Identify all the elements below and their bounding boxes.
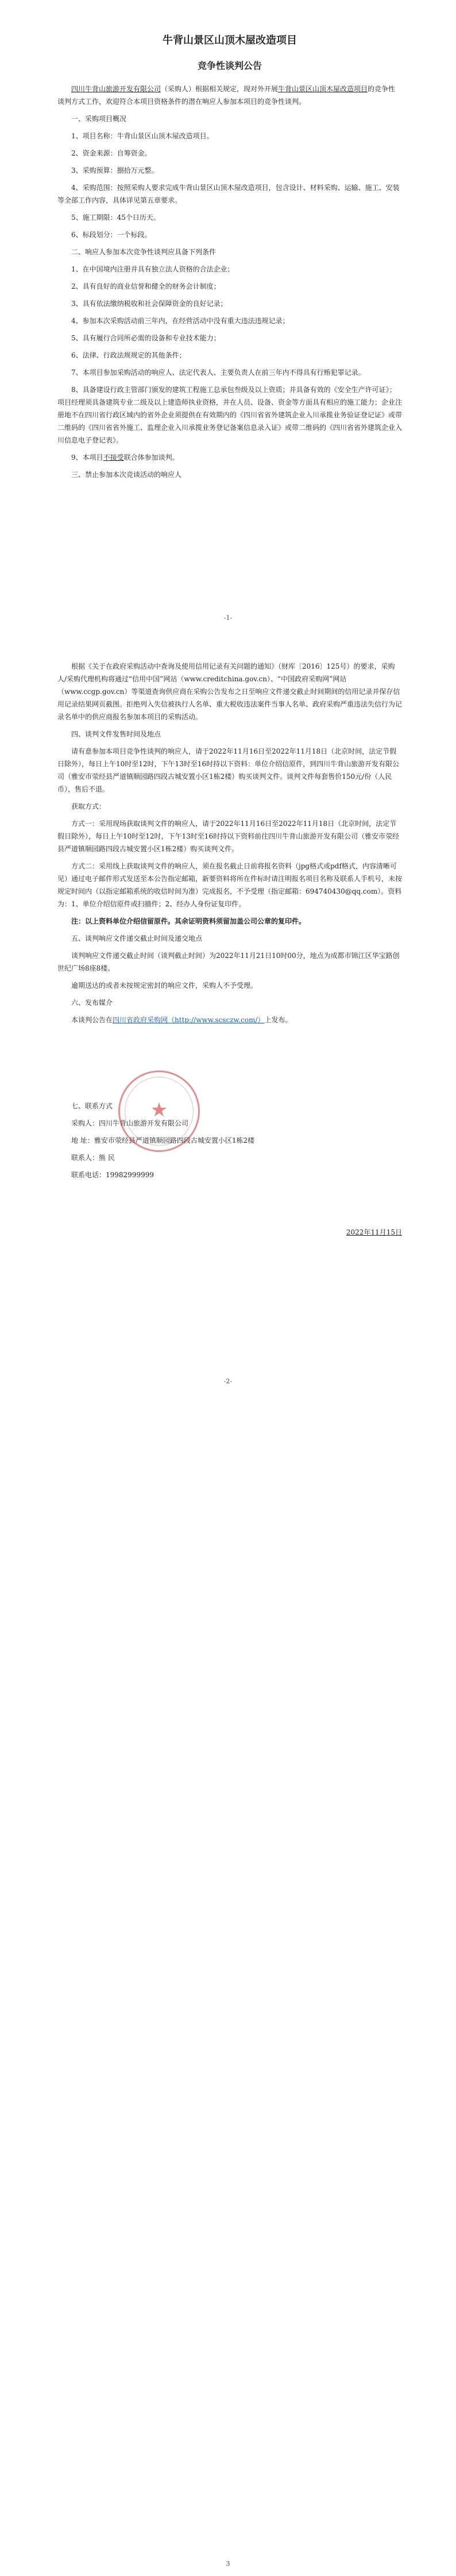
page-number-1: -1- (223, 614, 233, 622)
s2-item-2: 2、具有良好的商业信誉和健全的财务会计制度； (71, 282, 221, 290)
late-paragraph: 逾期送达的或者未按规定密封的响应文件，采购人不予受理。 (71, 981, 258, 990)
s2-item-8: 8、具备建设行政主管部门颁发的建筑工程施工总承包叁级及以上资质；并具备有效的《安全生产许可证》；项目经理须具备建筑专业二级及以上建造师执业资格，并在人员、设备、资金等方面具有相应的施工能力；企业注册地不在四川省行政区域内的省外企业须提供在有效期内的《四川省省外建筑企业入川承揽业务验证登记证》或带二维码的《四川省省外施工、监理企业入川承揽业务登记备案信息录入证》或带二维码的《四川省省外建筑企业入川信息电子登记表》。 (57, 386, 403, 444)
section-1-heading: 一、采购项目概况 (71, 115, 127, 123)
buyer-name: 四川牛背山旅游开发有限公司 (71, 85, 161, 93)
s1-item-2: 2、资金来源：自筹资金。 (71, 149, 152, 157)
seal-star-icon: ★ (150, 1099, 168, 1122)
s1-item-3: 3、采购预算：捌拾万元整。 (71, 166, 159, 174)
method-label: 获取方式： (71, 802, 106, 810)
project-name-underlined: 牛背山景区山顶木屋改造项目 (278, 85, 368, 93)
document-title: 牛背山景区山顶木屋改造项目 (163, 34, 297, 46)
s2-item-6: 6、法律、行政法规规定的其他条件； (71, 351, 186, 359)
intro-text-d: 的竞争性谈判方式工作，欢迎符合本项目资格条件的潜在响应人参加本项目的竞争性谈判。 (57, 85, 396, 106)
media-text-c: 上发布。 (264, 1016, 292, 1024)
contact-buyer: 采购人：四川牛背山旅游开发有限公司 (71, 1119, 189, 1127)
company-seal-icon (118, 1070, 200, 1152)
s1-item-4: 4、采购范围：按照采购人要求完成牛背山景区山顶木屋改造项目，包含设计、材料采购、运输、施工、安装等全部工作内容，具体详见第五章要求。 (57, 184, 400, 204)
spacer (57, 1031, 402, 1100)
s2-item-4: 4、参加本次采购活动前三年内，在经营活动中没有重大违法违规记录； (71, 317, 289, 325)
intro-text-b: （采购人）根据相关规定，现对外开展 (161, 85, 279, 93)
s2-item-7: 7、本项目参加采购活动的响应人、法定代表人、主要负责人在前三年内不得具有行贿犯罪记录。 (71, 368, 365, 377)
media-paragraph (57, 1014, 402, 1026)
s2-item-9-b: 不接受 (103, 453, 124, 461)
page-2-content (57, 660, 402, 1243)
method-two-paragraph: 方式二：采用线上获取谈判文件的响应人，须在报名截止日前将报名资料（jpg格式或pdf格式，内容清晰可见）通过电子邮件形式发送至本公告指定邮箱，新要资料将所在件标时请注明报名项目名称及联系人手机号，未按规定时间内（以指定邮箱系统的收信时间为准）完成报名，不予受理（指定邮箱：694740430@qq.com）。资料为：1、单位介绍信原件或扫描件；2、经办人身份证复印件。 (57, 862, 403, 908)
s2-item-9-a: 9、本项目 (71, 453, 103, 461)
page-number-3: 3 (226, 2560, 230, 2567)
media-text-a: 本谈判公告在 (71, 1016, 113, 1024)
section-6-heading: 六、发布媒介 (71, 999, 113, 1007)
spacer-2 (57, 1186, 402, 1226)
page-number-2: -2- (223, 1378, 233, 1385)
s1-item-6: 6、标段划分：一个标段。 (71, 231, 152, 239)
section-2-heading: 二、响应人参加本次竞争性谈判应具备下列条件 (71, 248, 217, 256)
section-4-heading: 四、谈判文件发售时间及地点 (71, 730, 161, 738)
deadline-paragraph: 谈判响应文件递交截止时间（谈判截止时间）为2022年11月21日10时00分，地点为成都市锦江区华宝路创世纪广场8座8楼。 (57, 952, 400, 972)
document-subtitle: 竞争性谈判公告 (197, 60, 262, 71)
page-2 (0, 643, 456, 1389)
s2-item-9-c: 联合体参加谈判。 (123, 453, 179, 461)
signature-date: 2022年11月15日 (346, 1228, 402, 1236)
s1-item-5: 5、施工期限：45个日历天。 (71, 214, 160, 222)
s2-item-1: 1、在中国境内注册并具有独立法人资格的合法企业； (71, 265, 234, 273)
media-link[interactable]: 四川省政府采购网（http://www.scsczw.com/） (113, 1016, 265, 1024)
contact-phone: 联系电话：19982999999 (71, 1171, 154, 1179)
sale-time-paragraph: 请有意参加本项目竞争性谈判的响应人，请于2022年11月16日至2022年11月18日（北京时间，法定节假日除外），每日上午10时至12时，下午13时至16时持以下资料：单位介绍信原件，到四川牛背山旅游开发有限公司（雅安市荥经县严道镇顺园路四段古城安置小区1栋2楼）购买谈判文件。谈判文件每套售价150元/份（人民币），售后不退。 (57, 747, 400, 793)
s2-item-3: 3、具有依法缴纳税收和社会保障资金的良好记录； (71, 300, 227, 308)
contact-person: 联系人：熊 民 (71, 1154, 115, 1162)
intro-paragraph (57, 83, 402, 108)
s2-item-9 (57, 451, 402, 464)
s2-item-5: 5、具有履行合同所必需的设备和专业技术能力； (71, 334, 221, 342)
s1-item-1: 1、项目名称：牛背山景区山顶木屋改造项目。 (71, 132, 214, 140)
note-bold: 注：以上资料单位介绍信留原件。其余证明资料须留加盖公司公章的复印件。 (71, 917, 306, 925)
page-3 (0, 1389, 456, 2576)
section-5-heading: 五、谈判响应文件递交截止时间及递交地点 (71, 934, 203, 942)
page-1-content (57, 34, 402, 486)
method-one-paragraph: 方式一：采用现场获取谈判文件的响应人，请于2022年11月16日至2022年11月18日（北京时间，法定节假日除外），每日上午10时至12时，下午13时至16时持以下资料前往四川牛背山旅游开发有限公司（雅安市荥经县严道镇顺园路四段古城安置小区1栋2楼）购买谈判文件。 (57, 820, 400, 853)
contact-address: 地 址：雅安市荥经县严道镇顺园路四段古城安置小区1栋2楼 (71, 1136, 255, 1145)
page-1 (0, 0, 456, 643)
section-7-heading: 七、联系方式 (71, 1102, 113, 1110)
section-3-heading: 三、禁止参加本次竞谈活动的响应人 (71, 471, 182, 479)
credit-paragraph: 根据《关于在政府采购活动中查询及使用信用记录有关问题的通知》（财库〔2016〕125号）的要求，采购人/采购代理机构将通过“信用中国”网站（www.creditchina.gov.cn）、“中国政府采购网”网站（www.ccgp.gov.cn）等渠道查询供应商在采购公告发布之日至响应文件递交截止时间期间的信用记录并保存信用记录结果网页截图。拒绝列入失信被执行人名单、重大税收违法案件当事人名单、政府采购严重违法失信行为记录名单中的供应商报名参加本项目的采购活动。 (57, 662, 403, 721)
